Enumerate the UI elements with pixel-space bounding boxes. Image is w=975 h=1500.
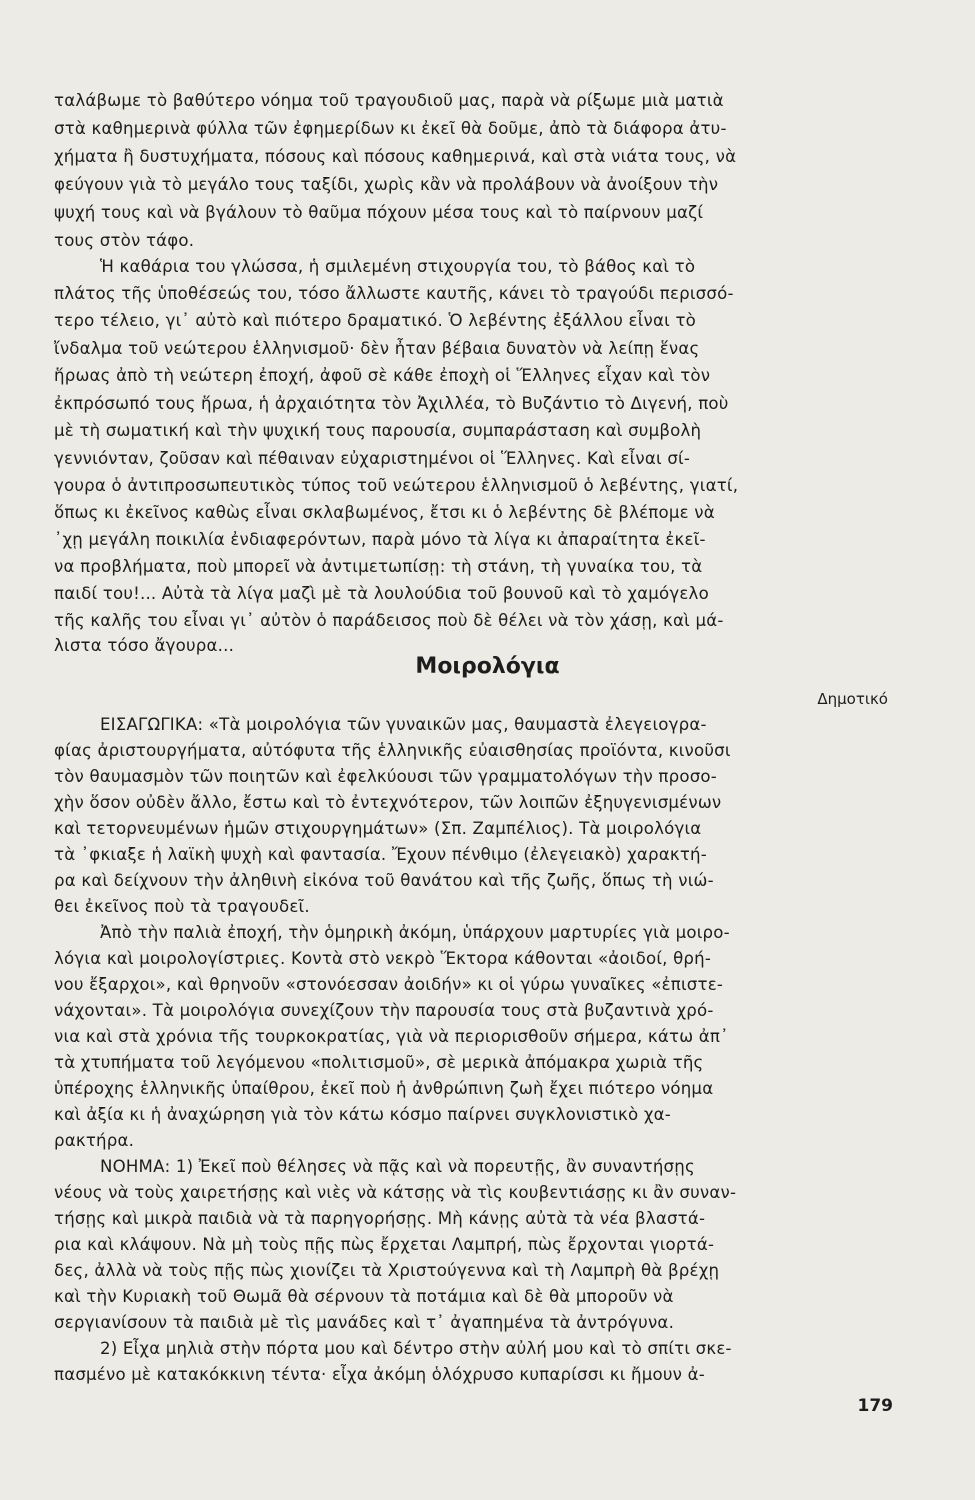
- text-line: ρα καὶ δείχνουν τὴν ἀληθινὴ εἰκόνα τοῦ θανάτου καὶ τῆς ζωῆς, ὅπως τὴ νιώ-: [54, 871, 714, 890]
- section-title: Μοιρολόγια: [415, 654, 560, 679]
- text-line: να προβλήματα, ποὺ μπορεῖ νὰ ἀντιμετωπίσῃ: τὴ στάνη, τὴ γυναίκα του, τὰ: [54, 557, 703, 576]
- text-line: θει ἐκεῖνος ποὺ τὰ τραγουδεῖ.: [54, 897, 310, 916]
- text-line: τῆς καλῆς του εἶναι γι᾽ αὐτὸν ὁ παράδεισος ποὺ δὲ θέλει νὰ τὸν χάσῃ, καὶ μά-: [54, 611, 724, 630]
- text-line: τους στὸν τάφο.: [54, 231, 195, 250]
- text-line: νάχονται». Τὰ μοιρολόγια συνεχίζουν τὴν παρουσία τους στὰ βυζαντινὰ χρό-: [54, 1001, 714, 1020]
- section-attribution: Δημοτικό: [817, 690, 888, 708]
- text-line: ΕΙΣΑΓΩΓΙΚΑ: «Τὰ μοιρολόγια τῶν γυναικῶν μας, θαυμαστὰ ἐλεγειογρα-: [100, 715, 707, 734]
- page-number: 179: [857, 1396, 893, 1416]
- text-line: Ἀπὸ τὴν παλιὰ ἐποχή, τὴν ὁμηρικὴ ἀκόμη, ὑπάρχουν μαρτυρίες γιὰ μοιρο-: [100, 923, 730, 942]
- text-line: ἥρωας ἀπὸ τὴ νεώτερη ἐποχή, ἀφοῦ σὲ κάθε ἐποχὴ οἱ Ἕλληνες εἶχαν καὶ τὸν: [54, 366, 711, 385]
- text-line: πλάτος τῆς ὑποθέσεώς του, τόσο ἄλλωστε καυτῆς, κάνει τὸ τραγούδι περισσό-: [54, 284, 734, 303]
- text-line: χὴν ὅσον οὐδὲν ἄλλο, ἔστω καὶ τὸ ἐντεχνότερον, τῶν λοιπῶν ἐξηυγενισμένων: [54, 793, 722, 812]
- text-line: ρια καὶ κλάψουν. Νὰ μὴ τοὺς πῇς πὼς ἔρχεται Λαμπρή, πὼς ἔρχονται γιορτά-: [54, 1235, 715, 1254]
- text-line: ρακτήρα.: [54, 1131, 135, 1150]
- text-line: τήσῃς καὶ μικρὰ παιδιὰ νὰ τὰ παρηγορήσῃς. Μὴ κάνῃς αὐτὰ τὰ νέα βλαστά-: [54, 1209, 706, 1228]
- text-line: ἴνδαλμα τοῦ νεώτερου ἑλληνισμοῦ· δὲν ἦταν βέβαια δυνατὸν νὰ λείπῃ ἕνας: [54, 339, 700, 358]
- text-line: τερο τέλειο, γι᾽ αὐτὸ καὶ πιότερο δραματικό. Ὁ λεβέντης ἐξάλλου εἶναι τὸ: [54, 311, 696, 330]
- text-line: στὰ καθημερινὰ φύλλα τῶν ἐφημερίδων κι ἐκεῖ θὰ δοῦμε, ἀπὸ τὰ διάφορα ἀτυ-: [54, 119, 727, 138]
- text-line: νια καὶ στὰ χρόνια τῆς τουρκοκρατίας, γιὰ νὰ περιορισθοῦν σήμερα, κάτω ἀπ᾽: [54, 1027, 729, 1046]
- text-line: Ἡ καθάρια του γλώσσα, ἡ σμιλεμένη στιχουργία του, τὸ βάθος καὶ τὸ: [100, 257, 696, 276]
- text-line: καὶ τὴν Κυριακὴ τοῦ Θωμᾶ θὰ σέρνουν τὰ ποτάμια καὶ δὲ θὰ μποροῦν νὰ: [54, 1287, 674, 1306]
- text-line: φίας ἀριστουργήματα, αὐτόφυτα τῆς ἑλληνικῆς εὐαισθησίας προϊόντα, κινοῦσι: [54, 741, 731, 760]
- text-line: σεργιανίσουν τὰ παιδιὰ μὲ τὶς μανάδες καὶ τ᾽ ἀγαπημένα τὰ ἀντρόγυνα.: [54, 1313, 675, 1332]
- text-line: φεύγουν γιὰ τὸ μεγάλο τους ταξίδι, χωρὶς κἂν νὰ προλάβουν νὰ ἀνοίξουν τὴν: [54, 175, 719, 194]
- text-line: 2) Εἶχα μηλιὰ στὴν πόρτα μου καὶ δέντρο στὴν αὐλή μου καὶ τὸ σπίτι σκε-: [100, 1339, 732, 1358]
- text-line: γουρα ὁ ἀντιπροσωπευτικὸς τύπος τοῦ νεώτερου ἑλληνισμοῦ ὁ λεβέντης, γιατί,: [54, 476, 739, 495]
- text-line: καὶ τετορνευμένων ἡμῶν στιχουργημάτων» (Σπ. Ζαμπέλιος). Τὰ μοιρολόγια: [54, 819, 702, 838]
- text-line: ᾽χῃ μεγάλη ποικιλία ἐνδιαφερόντων, παρὰ μόνο τὰ λίγα κι ἀπαραίτητα ἐκεῖ-: [54, 530, 706, 549]
- text-line: τὰ ᾽φκιαξε ἡ λαϊκὴ ψυχὴ καὶ φαντασία. Ἔχουν πένθιμο (ἐλεγειακὸ) χαρακτή-: [54, 845, 707, 864]
- text-line: ψυχή τους καὶ νὰ βγάλουν τὸ θαῦμα πόχουν μέσα τους καὶ τὸ παίρνουν μαζί: [54, 203, 704, 222]
- text-line: ἐκπρόσωπό τους ἥρωα, ἡ ἀρχαιότητα τὸν Ἀχιλλέα, τὸ Βυζάντιο τὸ Διγενή, ποὺ: [54, 394, 729, 413]
- text-line: ὅπως κι ἐκεῖνος καθὼς εἶναι σκλαβωμένος, ἔτσι κι ὁ λεβέντης δὲ βλέπομε νὰ: [54, 503, 715, 522]
- text-line: ταλάβωμε τὸ βαθύτερο νόημα τοῦ τραγουδιοῦ μας, παρὰ νὰ ρίξωμε μιὰ ματιὰ: [54, 91, 724, 110]
- text-line: νου ἔξαρχοι», καὶ θρηνοῦν «στονόεσσαν ἀοιδήν» κι οἱ γύρω γυναῖκες «ἐπιστε-: [54, 975, 724, 994]
- text-line: γεννιόνταν, ζοῦσαν καὶ πέθαιναν εὐχαριστημένοι οἱ Ἕλληνες. Καὶ εἶναι σί-: [54, 449, 691, 468]
- text-line: καὶ ἀξία κι ἡ ἀναχώρηση γιὰ τὸν κάτω κόσμο παίρνει συγκλονιστικὸ χα-: [54, 1105, 671, 1124]
- text-line: τὰ χτυπήματα τοῦ λεγόμενου «πολιτισμοῦ», σὲ μερικὰ ἀπόμακρα χωριὰ τῆς: [54, 1053, 704, 1072]
- text-line: λόγια καὶ μοιρολογίστριες. Κοντὰ στὸ νεκρὸ Ἕκτορα κάθονται «ἀοιδοί, θρή-: [54, 949, 712, 968]
- text-line: πασμένο μὲ κατακόκκινη τέντα· εἶχα ἀκόμη ὁλόχρυσο κυπαρίσσι κι ἤμουν ἀ-: [54, 1365, 705, 1384]
- text-line: ὑπέροχης ἑλληνικῆς ὑπαίθρου, ἐκεῖ ποὺ ἡ ἀνθρώπινη ζωὴ ἔχει πιότερο νόημα: [54, 1079, 714, 1098]
- text-line: ΝΟΗΜΑ: 1) Ἐκεῖ ποὺ θέλησες νὰ πᾷς καὶ νὰ πορευτῇς, ἂν συναντήσῃς: [100, 1157, 695, 1176]
- text-line: τὸν θαυμασμὸν τῶν ποιητῶν καὶ ἐφελκύουσι τῶν γραμματολόγων τὴν προσο-: [54, 767, 717, 786]
- text-line: δες, ἀλλὰ νὰ τοὺς πῇς πὼς χιονίζει τὰ Χριστούγεννα καὶ τὴ Λαμπρὴ θὰ βρέχῃ: [54, 1261, 720, 1280]
- text-line: λιστα τόσο ἄγουρα...: [54, 636, 235, 655]
- text-line: χήματα ἢ δυστυχήματα, πόσους καὶ πόσους καθημερινά, καὶ στὰ νιάτα τους, νὰ: [54, 147, 737, 166]
- text-line: μὲ τὴ σωματική καὶ τὴν ψυχική τους παρουσία, συμπαράσταση καὶ συμβολὴ: [54, 421, 702, 440]
- text-line: παιδί του!... Αὐτὰ τὰ λίγα μαζὶ μὲ τὰ λουλούδια τοῦ βουνοῦ καὶ τὸ χαμόγελο: [54, 584, 709, 603]
- text-line: νέους νὰ τοὺς χαιρετήσῃς καὶ νιὲς νὰ κάτσῃς νὰ τὶς κουβεντιάσῃς κι ἂν συναν-: [54, 1183, 737, 1202]
